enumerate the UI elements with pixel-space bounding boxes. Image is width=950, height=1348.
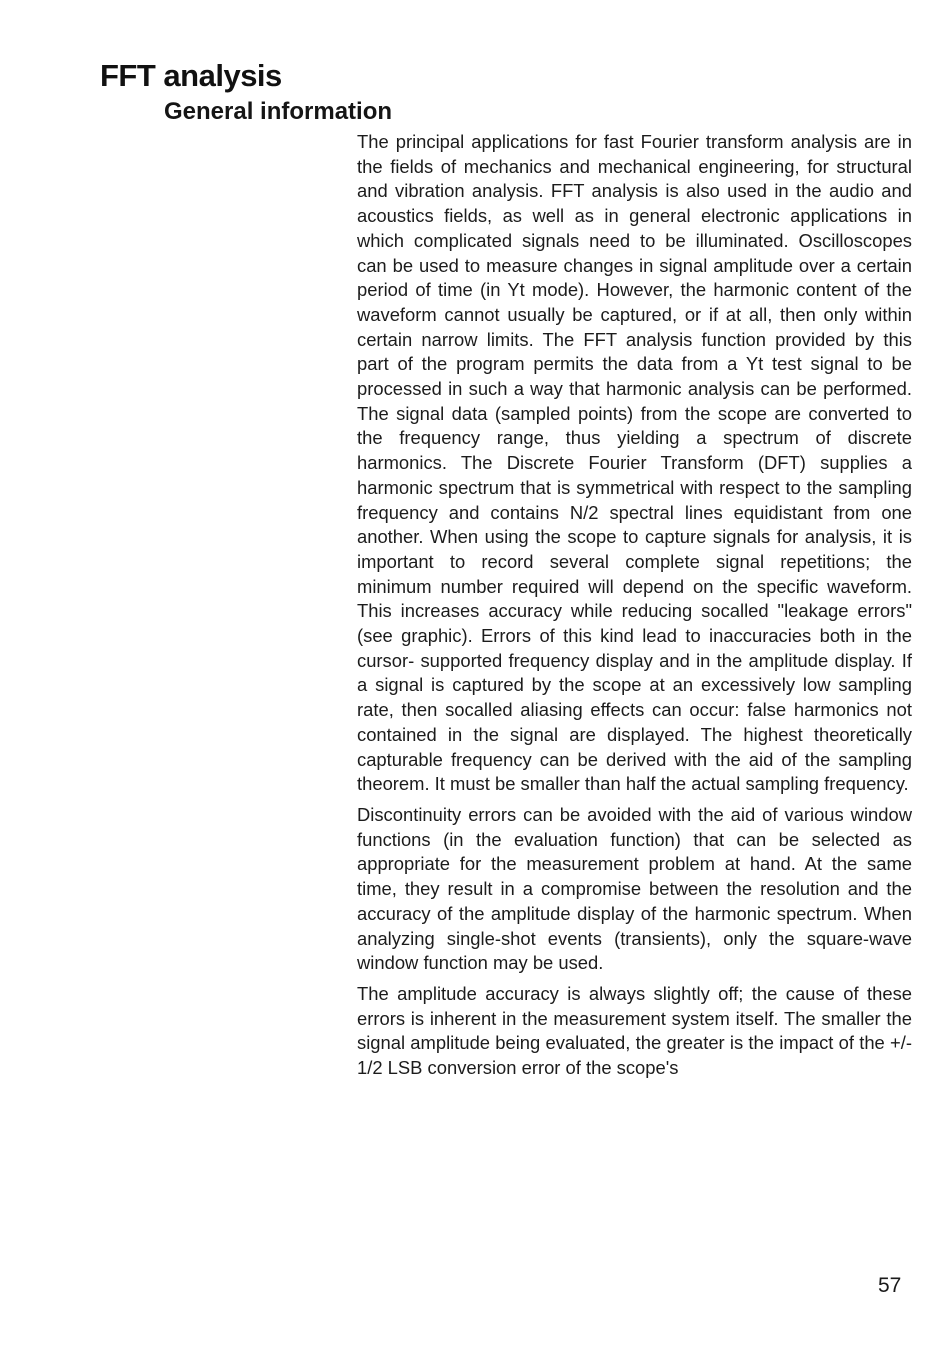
page-title: FFT analysis — [100, 58, 282, 93]
paragraph-discontinuity-errors: Discontinuity errors can be avoided with the aid of various window functions (in the evaluation function) that can be selected as appropriate for the measurement problem at hand. At the same time, they result in a compromise between the resolution and the accuracy of the amplitude display of the harmonic spectrum. When analyzing single-shot events (transients), only the square-wave window function may be used. — [357, 803, 912, 974]
paragraph-fft-applications: The principal applications for fast Fourier transform analysis are in the fields of mechanics and mechanical engineering, for structural and vibration analysis. FFT analysis is also used in the audio and acoustics fields, as well as in general electronic applications in which complicated signals need to be illuminated. Oscilloscopes can be used to measure changes in signal amplitude over a certain period of time (in Yt mode). However, the harmonic content of the waveform cannot usually be captured, or if at all, then only within certain narrow limits. The FFT analysis function provided by this part of the program permits the data from a Yt test signal to be processed in such a way that harmonic analysis can be performed. The signal data (sampled points) from the scope are converted to the frequency range, thus yielding a spectrum of discrete harmonics. The Discrete Fourier Transform (DFT) supplies a harmonic spectrum that is symmetrical with respect to the sampling frequency and contains N/2 spectral lines equidistant from one another. When using the scope to capture signals for analysis, it is important to record several complete signal repetitions; the minimum number required will depend on the specific waveform. This increases accuracy while reducing socalled "leakage errors" (see graphic). Errors of this kind lead to inaccuracies both in the cursor- supported frequency display and in the amplitude display. If a signal is captured by the scope at an excessively low sampling rate, then socalled aliasing effects can occur: false harmonics not contained in the signal are displayed. The highest theoretically capturable frequency can be derived with the aid of the sampling theorem. It must be smaller than half the actual sampling frequency. — [357, 131, 912, 795]
paragraph-amplitude-accuracy: The amplitude accuracy is always slightly off; the cause of these errors is inherent in the measurement system itself. The smaller the signal amplitude being evaluated, the greater is the impact of the +/- 1/2 LSB conversion error of the scope's — [357, 982, 912, 1079]
section-title: General information — [164, 98, 393, 125]
page-number: 57 — [878, 1274, 902, 1297]
body-text-column — [357, 130, 912, 1087]
